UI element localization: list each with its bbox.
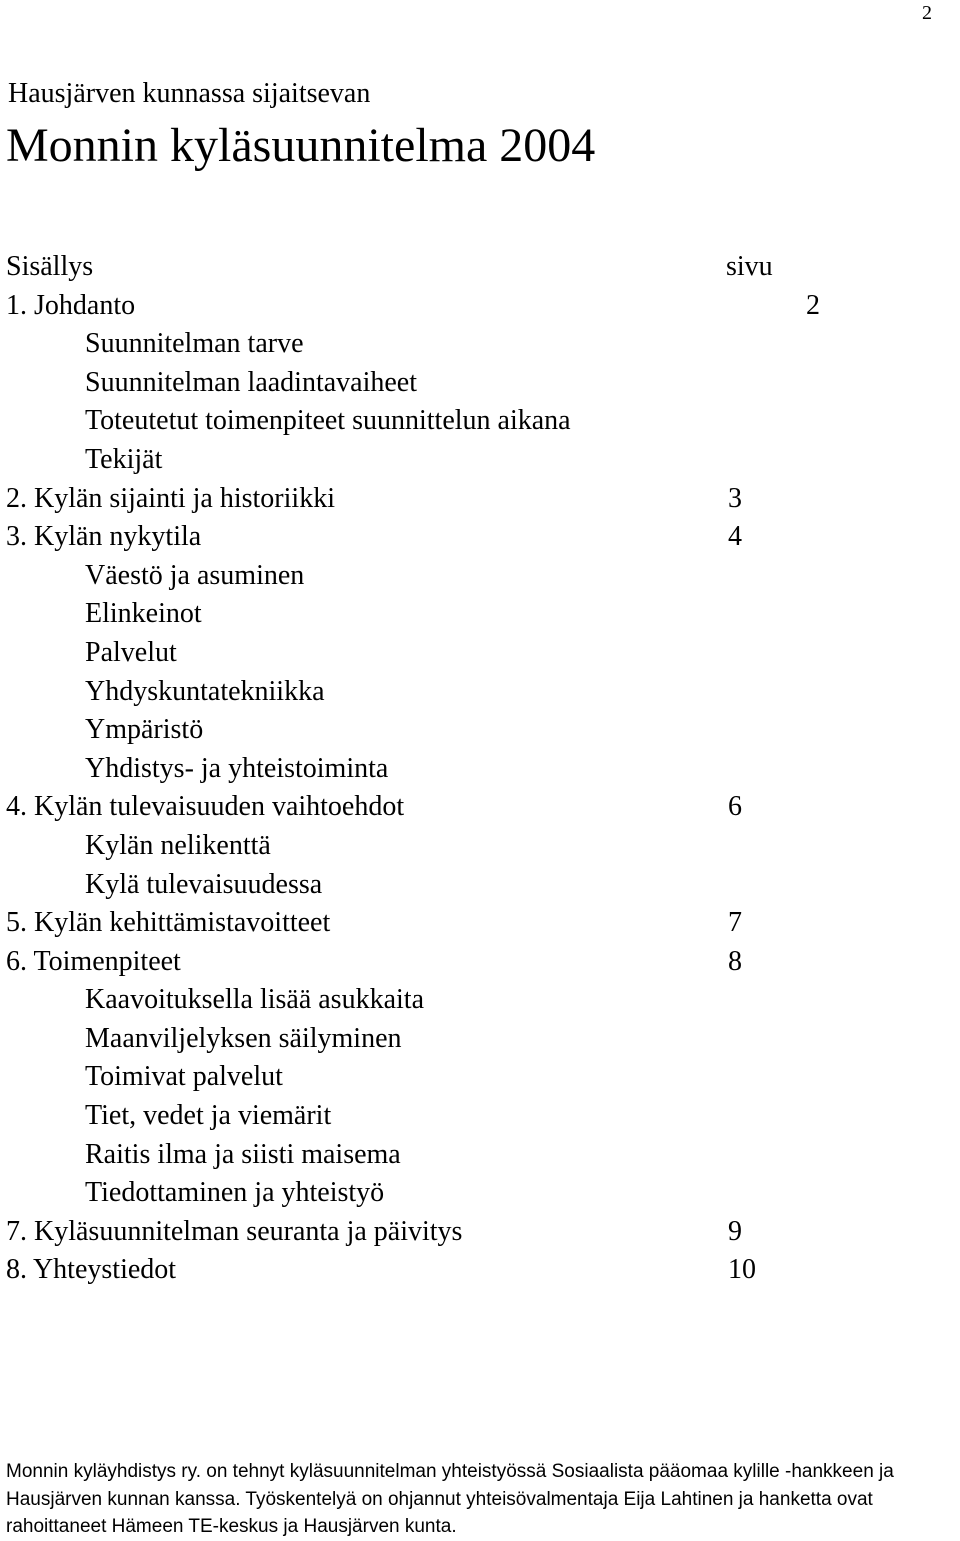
toc-subentry	[0, 325, 960, 364]
toc-entry-label: 7. Kyläsuunnitelman seuranta ja päivitys	[6, 1215, 463, 1247]
toc-subentry	[0, 364, 960, 403]
toc-entry-label: Kylän nelikenttä	[85, 829, 271, 861]
toc-subentry	[0, 1174, 960, 1213]
toc-entry-page: 6	[728, 791, 742, 823]
toc-entry	[0, 943, 960, 982]
toc-entry-label: 8. Yhteystiedot	[6, 1254, 177, 1286]
page-number: 2	[922, 2, 932, 24]
toc-entry-page: 3	[728, 482, 742, 514]
toc-entry-page: 2	[806, 289, 820, 321]
toc-subentry	[0, 1136, 960, 1175]
toc-entry-label: Raitis ilma ja siisti maisema	[85, 1138, 401, 1170]
toc-subentry	[0, 1097, 960, 1136]
toc-entry	[0, 287, 960, 326]
toc-entry-page: 4	[728, 521, 742, 553]
toc-entry-label: Tiet, vedet ja viemärit	[85, 1100, 332, 1132]
toc-entry-label: Kylä tulevaisuudessa	[85, 868, 323, 900]
toc-subentry	[0, 1058, 960, 1097]
toc-entry	[0, 1251, 960, 1290]
toc-entry-label: Yhdistys- ja yhteistoiminta	[85, 752, 389, 784]
toc-entry-label: 5. Kylän kehittämistavoitteet	[6, 907, 331, 939]
toc-entry-label: Ympäristö	[85, 714, 204, 746]
footer-line: Monnin kyläyhdistys ry. on tehnyt kyläsuunnitelman yhteistyössä Sosiaalista pääomaa kylille -hankkeen ja	[6, 1461, 894, 1482]
toc-entry-label: Maanviljelyksen säilyminen	[85, 1022, 402, 1054]
toc-subentry	[0, 981, 960, 1020]
footer-note	[6, 1458, 958, 1541]
toc-subentry	[0, 557, 960, 596]
toc-subentry	[0, 595, 960, 634]
toc-header-row	[0, 248, 960, 287]
document-title: Monnin kyläsuunnitelma 2004	[6, 119, 596, 172]
toc-entry-label: Tekijät	[85, 443, 163, 475]
toc-subentry	[0, 750, 960, 789]
toc-entry-label: 4. Kylän tulevaisuuden vaihtoehdot	[6, 791, 405, 823]
toc-entry	[0, 480, 960, 519]
toc-entry-label: Tiedottaminen ja yhteistyö	[85, 1177, 385, 1209]
toc-entry-label: Yhdyskuntatekniikka	[85, 675, 325, 707]
toc-entry-label: Väestö ja asuminen	[85, 559, 305, 591]
toc-entry-label: Kaavoituksella lisää asukkaita	[85, 984, 424, 1016]
toc-subentry	[0, 827, 960, 866]
toc-entry	[0, 904, 960, 943]
toc-page-heading: sivu	[726, 251, 773, 282]
toc-entry-label: 1. Johdanto	[6, 289, 136, 321]
toc-entry-label: 3. Kylän nykytila	[6, 521, 202, 553]
toc-entry-label: Suunnitelman laadintavaiheet	[85, 366, 418, 398]
toc-entry-label: Suunnitelman tarve	[85, 328, 304, 360]
table-of-contents	[0, 248, 960, 1290]
toc-entry-page: 9	[728, 1215, 742, 1247]
toc-entry-label: Palvelut	[85, 636, 177, 668]
toc-entry	[0, 1213, 960, 1252]
toc-subentry	[0, 711, 960, 750]
toc-subentry	[0, 1020, 960, 1059]
toc-entry	[0, 518, 960, 557]
toc-subentry	[0, 634, 960, 673]
toc-entries	[0, 287, 960, 1290]
toc-entry-page: 7	[728, 907, 742, 939]
toc-subentry	[0, 673, 960, 712]
toc-subentry	[0, 402, 960, 441]
footer-line: rahoittaneet Hämeen TE-keskus ja Hausjärven kunta.	[6, 1516, 457, 1538]
toc-subentry	[0, 441, 960, 480]
document-supertitle: Hausjärven kunnassa sijaitsevan	[8, 78, 371, 109]
toc-entry-label: 2. Kylän sijainti ja historiikki	[6, 482, 335, 514]
footer-line: Hausjärven kunnan kanssa. Työskentelyä on ohjannut yhteisövalmentaja Eija Lahtinen ja hanketta ovat	[6, 1488, 873, 1510]
toc-entry-label: Toimivat palvelut	[85, 1061, 283, 1093]
toc-entry-page: 10	[728, 1254, 756, 1286]
toc-entry-label: Elinkeinot	[85, 598, 202, 630]
toc-entry-label: 6. Toimenpiteet	[6, 945, 181, 977]
toc-entry	[0, 788, 960, 827]
toc-entry-page: 8	[728, 945, 742, 977]
toc-heading: Sisällys	[6, 251, 94, 282]
toc-subentry	[0, 866, 960, 905]
toc-entry-label: Toteutetut toimenpiteet suunnittelun aikana	[85, 405, 571, 437]
